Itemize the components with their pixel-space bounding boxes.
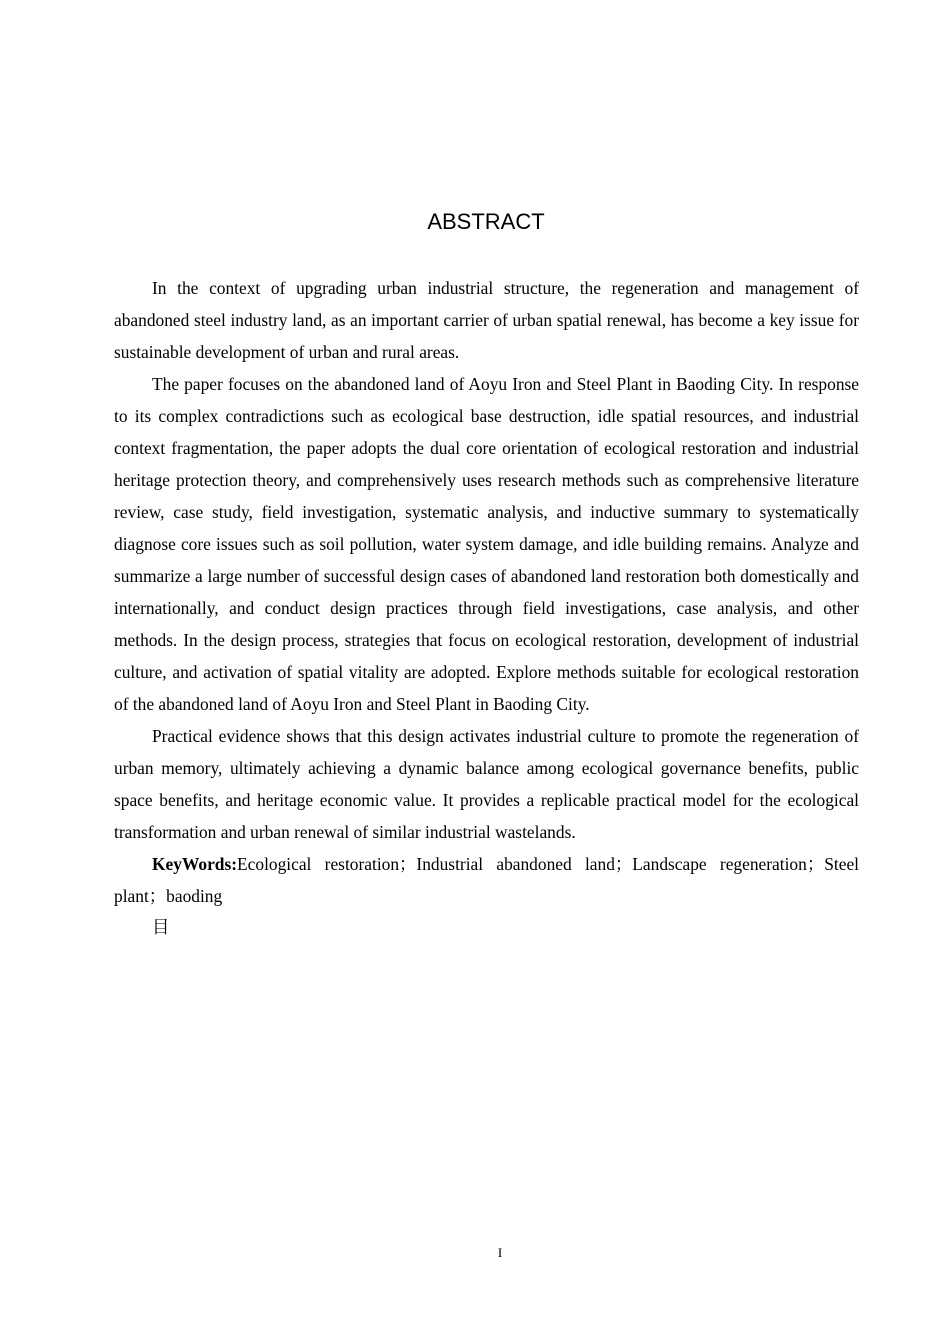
- trailing-character: 目: [152, 918, 170, 938]
- abstract-title: ABSTRACT: [427, 209, 545, 234]
- abstract-paragraph-3: Practical evidence shows that this design activates industrial culture to promote the regeneration of urban memory, ultimately achieving a dynamic balance among ecological governance benefits, public space benefits, and heritage economic value. It provides a replicable practical model for the ecological transformation and urban renewal of similar industrial wastelands.: [114, 726, 859, 842]
- page-number: I: [497, 1245, 503, 1260]
- keywords-text: Ecological restoration；Industrial abandoned land；Landscape regeneration；Steel plant；baoding: [114, 854, 859, 906]
- abstract-paragraph-1: In the context of upgrading urban industrial structure, the regeneration and management of abandoned steel industry land, as an important carrier of urban spatial renewal, has become a key issue for sustainable development of urban and rural areas.: [114, 278, 859, 362]
- abstract-paragraph-2: The paper focuses on the abandoned land of Aoyu Iron and Steel Plant in Baoding City. In response to its complex contradictions such as ecological base destruction, idle spatial resources, and industrial context fragmentation, the paper adopts the dual core orientation of ecological restoration and industrial heritage protection theory, and comprehensively uses research methods such as comprehensive literature review, case study, field investigation, systematic analysis, and inductive summary to systematically diagnose core issues such as soil pollution, water system damage, and idle building remains. Analyze and summarize a large number of successful design cases of abandoned land restoration both domestically and internationally, and conduct design practices through field investigations, case analysis, and other methods. In the design process, strategies that focus on ecological restoration, development of industrial culture, and activation of spatial vitality are adopted. Explore methods suitable for ecological restoration of the abandoned land of Aoyu Iron and Steel Plant in Baoding City.: [114, 374, 859, 714]
- keywords-paragraph: [114, 848, 859, 912]
- abstract-body: [114, 272, 859, 944]
- keywords-label: KeyWords:: [152, 854, 238, 874]
